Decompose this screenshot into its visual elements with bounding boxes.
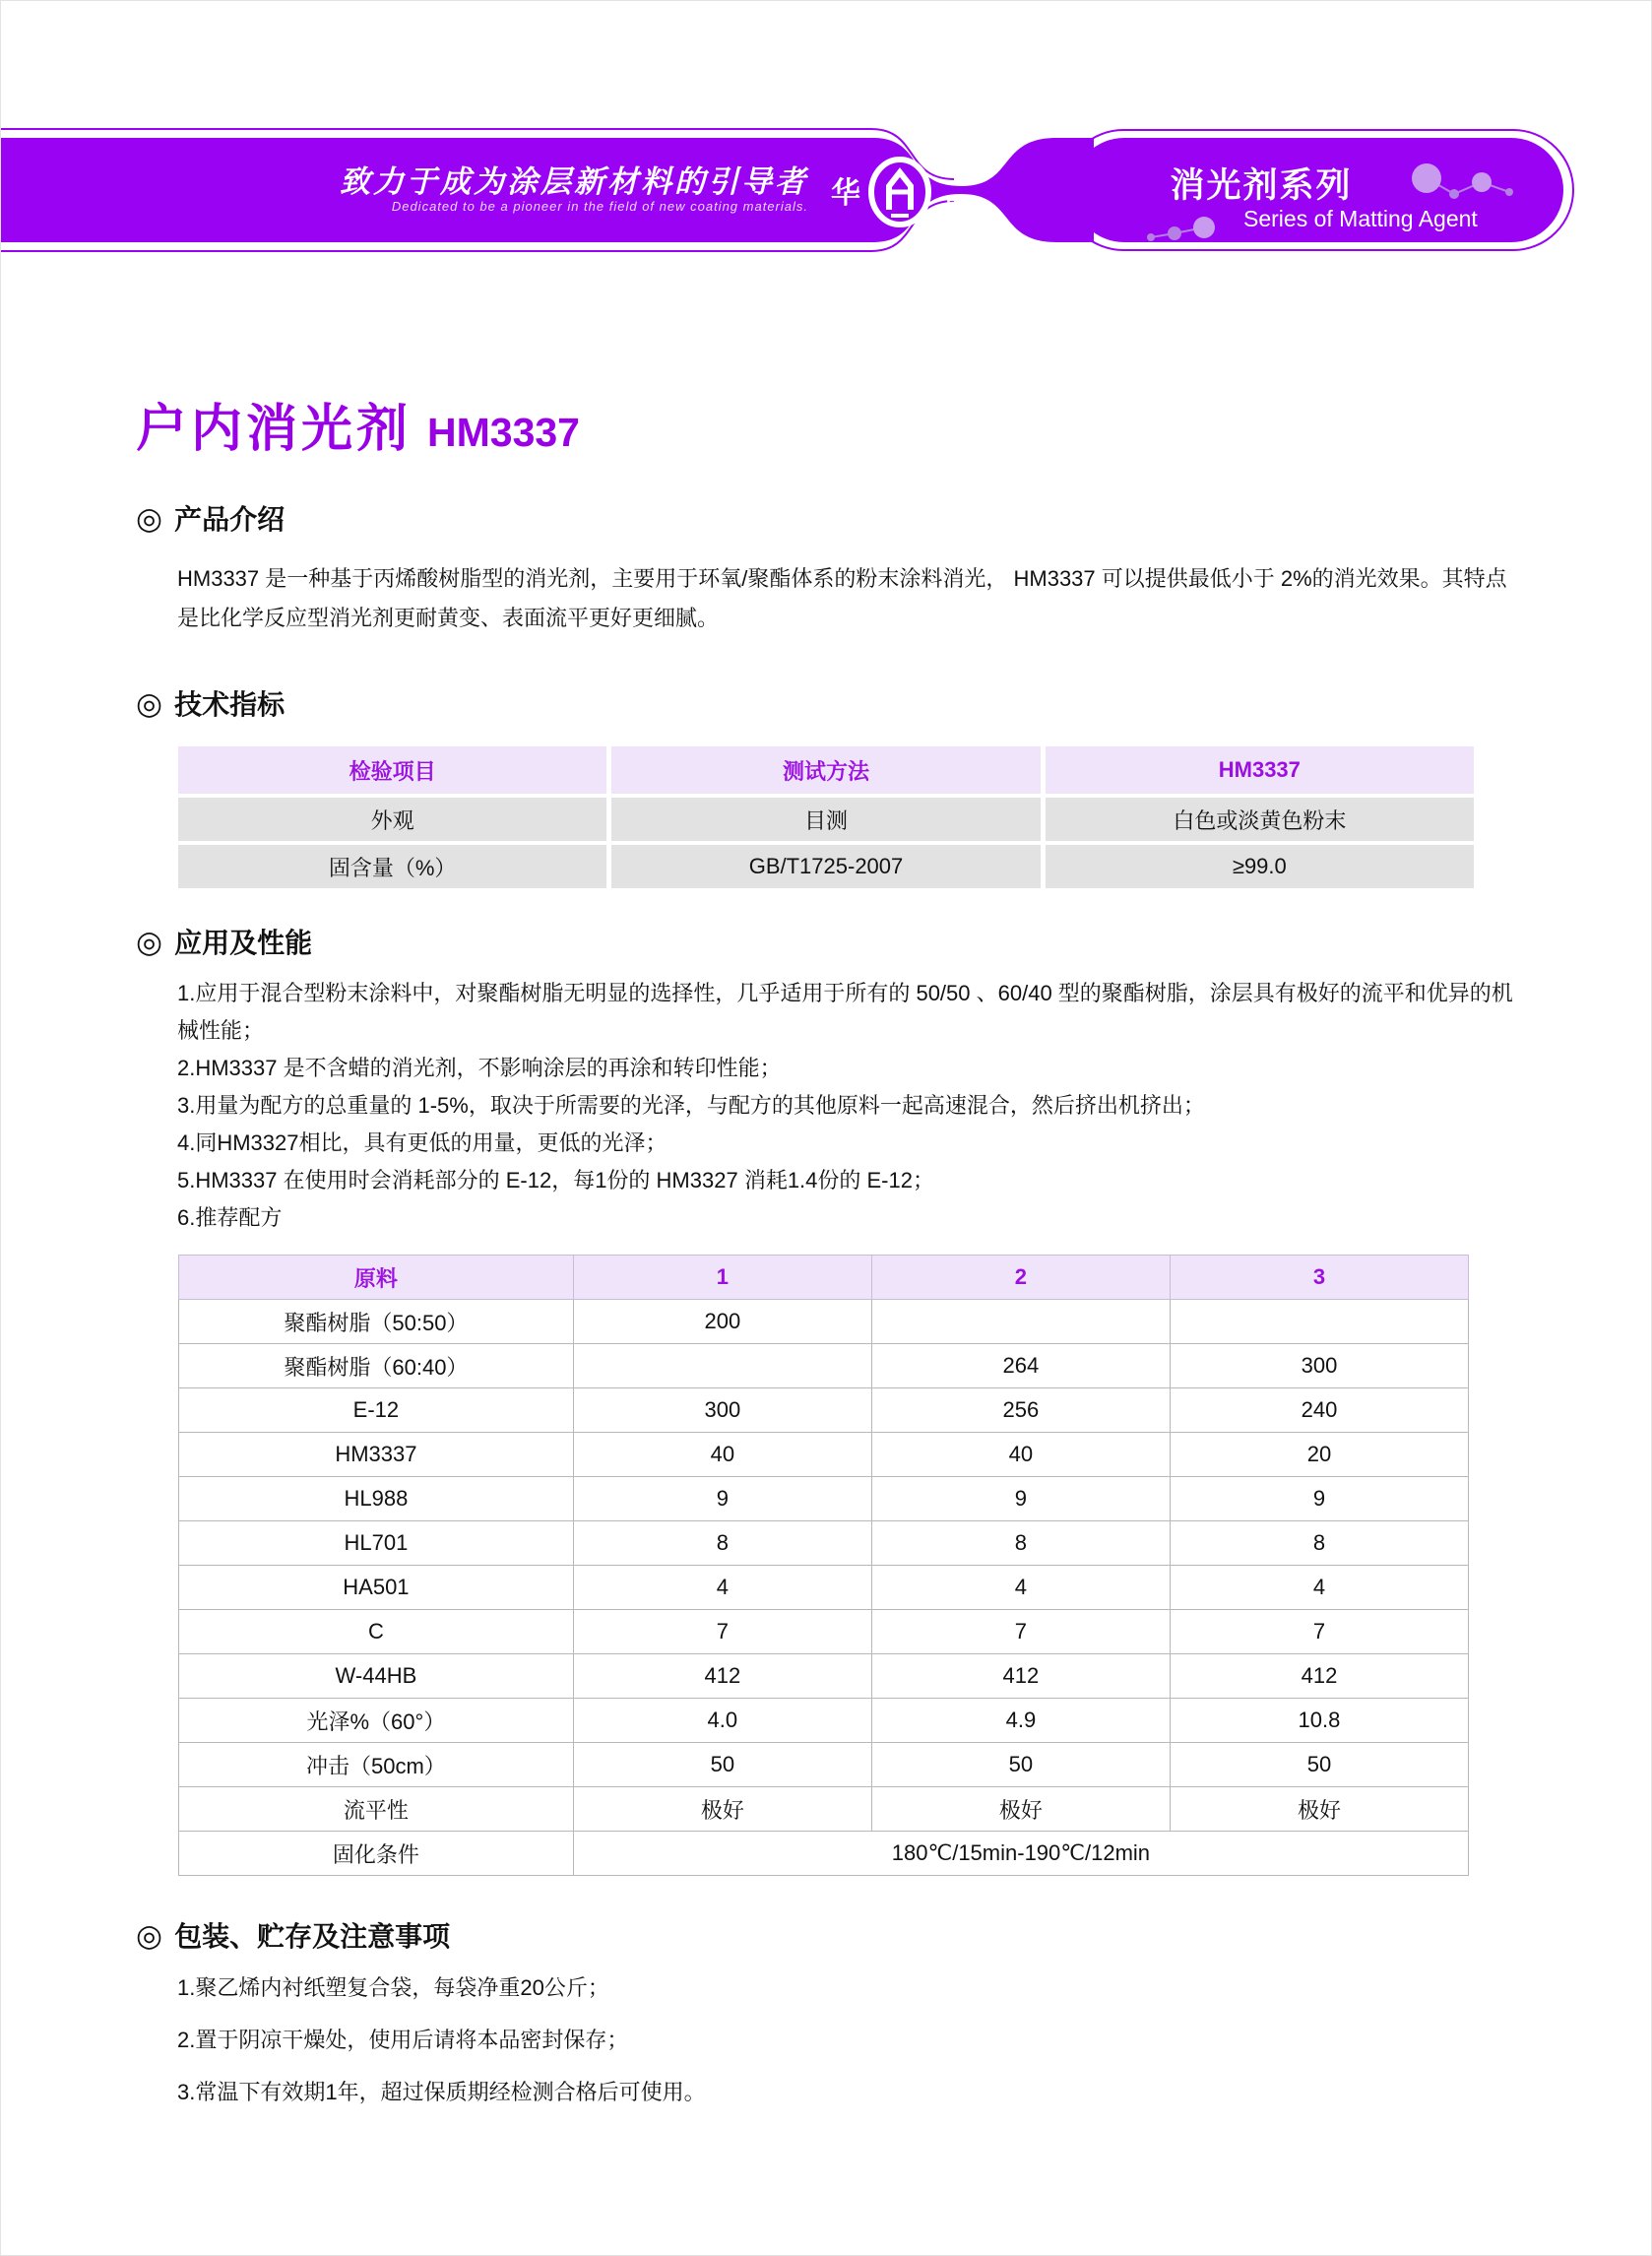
section-heading-label: 技术指标 [174,689,286,720]
column-header: 原料 [179,1256,574,1300]
series-title-cn: 消光剂系列 [1170,166,1353,205]
table-cell: 300 [573,1388,871,1433]
row-label: HL701 [179,1521,574,1566]
table-cell: 10.8 [1170,1699,1468,1743]
application-list [177,975,1524,1237]
table-cell: 8 [871,1521,1170,1566]
table-cell: 4 [573,1566,871,1610]
banner-ribbon-graphic [1,1,1652,277]
row-label: E-12 [179,1388,574,1433]
section-bullet-icon: ◎ [136,500,163,536]
registered-mark: ® [935,143,947,160]
column-header: 2 [871,1256,1170,1300]
section-heading-label: 包装、贮存及注意事项 [174,1921,451,1952]
section-heading-intro [136,498,1518,538]
row-label: 外观 [178,798,606,841]
banner-tagline-en: Dedicated to be a pioneer in the field of new coating materials. [391,199,808,214]
table-cell: ≥99.0 [1046,845,1474,888]
table-cell: 412 [573,1654,871,1699]
series-title-en: Series of Matting Agent [1243,206,1478,231]
list-item: 2.置于阴凉干燥处，使用后请将本品密封保存； [177,2028,629,2052]
product-model: HM3337 [427,410,580,455]
spec-table [173,742,1479,892]
table-cell: 8 [573,1521,871,1566]
row-label: 固含量（%） [178,845,606,888]
table-cell: 4 [871,1566,1170,1610]
row-label: HL988 [179,1477,574,1521]
row-label: HA501 [179,1566,574,1610]
row-label: W-44HB [179,1654,574,1699]
banner-tagline-cn: 致力于成为涂层新材料的引导者 [340,164,808,199]
table-row [179,1699,1469,1743]
header-row [178,746,1474,794]
section-heading-packaging [136,1915,1518,1955]
intro-paragraph: HM3337 是一种基于丙烯酸树脂型的消光剂，主要用于环氧/聚酯体系的粉末涂料消光， HM3337 可以提供最低小于 2%的消光效果。其特点是比化学反应型消光剂更耐黄变、表面流平更好更细腻。 [177,566,1507,630]
table-row [178,798,1474,841]
table-row [179,1566,1469,1610]
table-cell [871,1300,1170,1344]
list-item: 3.常温下有效期1年，超过保质期经检测合格后可使用。 [177,2080,706,2104]
formula-table [178,1255,1469,1876]
table-row [179,1787,1469,1832]
section-heading-label: 应用及性能 [174,928,313,958]
row-label: 聚酯树脂（60:40） [179,1344,574,1388]
table-cell: 7 [573,1610,871,1654]
table-cell: 7 [1170,1610,1468,1654]
company-logo [831,143,969,233]
logo-char-right: 惠 [943,194,969,222]
product-name: 户内消光剂 [136,401,413,458]
list-item: 1.应用于混合型粉末涂料中，对聚酯树脂无明显的选择性，几乎适用于所有的 50/50 、60/40 型的聚酯树脂，涂层具有极好的流平和优异的机械性能； [177,981,1513,1043]
row-label: 光泽%（60°） [179,1699,574,1743]
section-bullet-icon: ◎ [136,1917,163,1953]
table-cell: 412 [1170,1654,1468,1699]
table-cell: 9 [1170,1477,1468,1521]
column-header: 3 [1170,1256,1468,1300]
list-item: 4.同HM3327相比，具有更低的用量，更低的光泽； [177,1130,667,1155]
dots-decoration-icon [1407,161,1535,208]
dots-decoration-icon [1145,212,1239,245]
table-cell: 240 [1170,1388,1468,1433]
table-cell: 白色或淡黄色粉末 [1046,798,1474,841]
section-heading-application [136,922,1518,961]
table-cell: 264 [871,1344,1170,1388]
column-header: 测试方法 [611,746,1040,794]
table-row [179,1610,1469,1654]
column-header: 检验项目 [178,746,606,794]
header-row [179,1256,1469,1300]
table-cell: 4.0 [573,1699,871,1743]
page-title [136,387,580,461]
row-label: 聚酯树脂（50:50） [179,1300,574,1344]
table-row [179,1388,1469,1433]
document-body [136,498,1518,2133]
list-item: 3.用量为配方的总重量的 1-5%，取决于所需要的光泽，与配方的其他原料一起高速混合，然后挤出机挤出； [177,1093,1205,1118]
table-cell: 50 [1170,1743,1468,1787]
section-heading-specs [136,683,1518,723]
section-bullet-icon: ◎ [136,924,163,959]
table-cell [1170,1300,1468,1344]
list-item: 1.聚乙烯内衬纸塑复合袋，每袋净重20公斤； [177,1975,609,2000]
column-header: 1 [573,1256,871,1300]
table-row [178,845,1474,888]
packaging-list [177,1976,1518,2104]
logo-char-left: 华 [831,177,860,210]
column-header: HM3337 [1046,746,1474,794]
table-cell: 300 [1170,1344,1468,1388]
table-cell: GB/T1725-2007 [611,845,1040,888]
table-cell: 9 [573,1477,871,1521]
table-row [179,1300,1469,1344]
row-label: C [179,1610,574,1654]
list-item: 2.HM3337 是不含蜡的消光剂，不影响涂层的再涂和转印性能； [177,1056,782,1080]
section-bullet-icon: ◎ [136,685,163,721]
table-cell: 40 [871,1433,1170,1477]
table-row [179,1344,1469,1388]
table-cell: 50 [871,1743,1170,1787]
list-item: 5.HM3337 在使用时会消耗部分的 E-12，每1份的 HM3327 消耗1.4份的 E-12； [177,1168,934,1192]
table-cell: 目测 [611,798,1040,841]
table-cell: 50 [573,1743,871,1787]
table-cell: 4 [1170,1566,1468,1610]
table-row [179,1477,1469,1521]
row-label: 固化条件 [179,1832,574,1876]
row-label: 冲击（50cm） [179,1743,574,1787]
table-cell: 极好 [871,1787,1170,1832]
table-cell [573,1344,871,1388]
logo-circle-icon [862,147,941,233]
table-row [179,1654,1469,1699]
section-heading-label: 产品介绍 [174,504,286,535]
table-row [179,1832,1469,1876]
logo-emblem-icon [862,143,947,233]
table-cell: 极好 [1170,1787,1468,1832]
row-label: 流平性 [179,1787,574,1832]
table-cell: 200 [573,1300,871,1344]
list-item: 6.推荐配方 [177,1205,283,1230]
row-label: HM3337 [179,1433,574,1477]
header-banner [1,1,1652,277]
table-row [179,1521,1469,1566]
merged-cell: 180℃/15min-190℃/12min [573,1832,1468,1876]
table-cell: 40 [573,1433,871,1477]
table-cell: 4.9 [871,1699,1170,1743]
table-row [179,1433,1469,1477]
table-row [179,1743,1469,1787]
table-cell: 极好 [573,1787,871,1832]
table-cell: 9 [871,1477,1170,1521]
table-cell: 8 [1170,1521,1468,1566]
table-cell: 256 [871,1388,1170,1433]
table-cell: 20 [1170,1433,1468,1477]
table-cell: 7 [871,1610,1170,1654]
table-cell: 412 [871,1654,1170,1699]
